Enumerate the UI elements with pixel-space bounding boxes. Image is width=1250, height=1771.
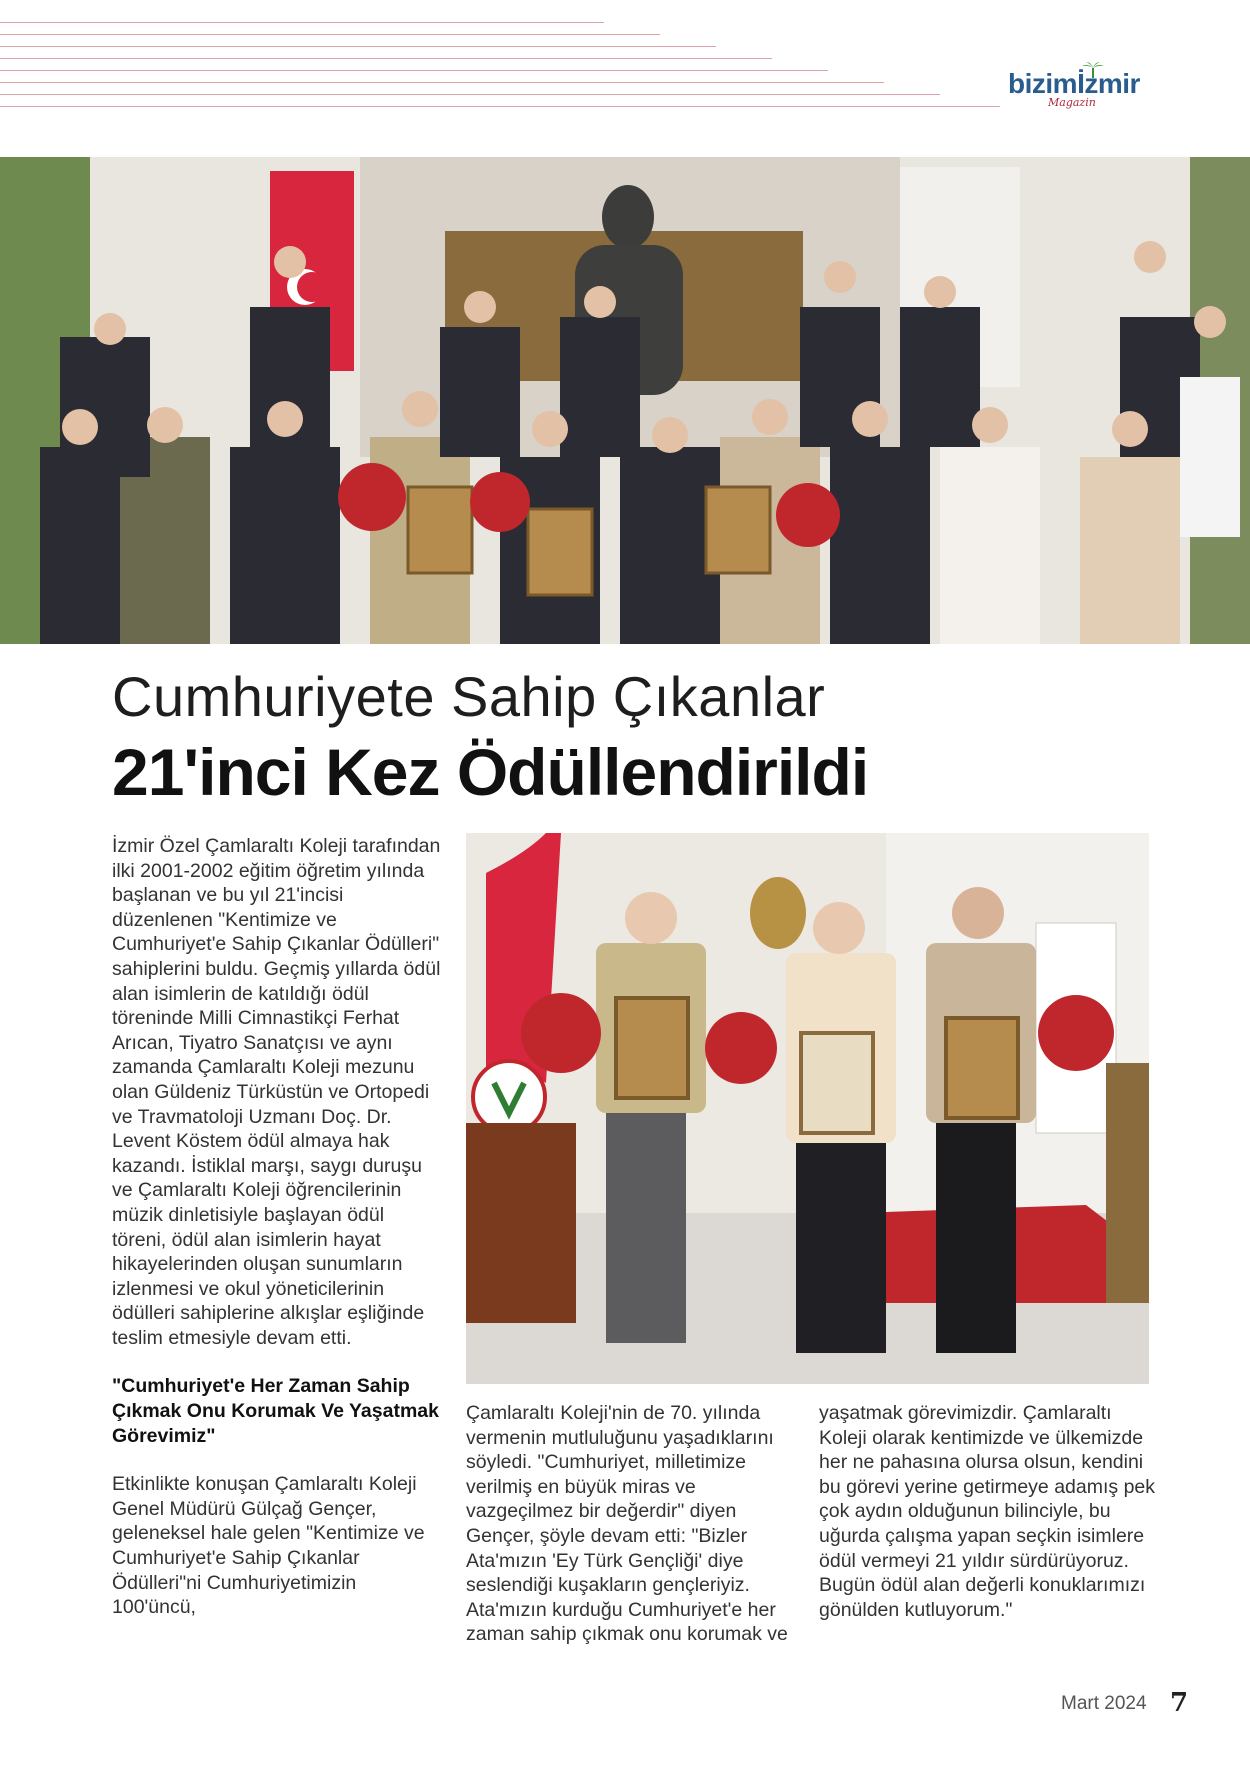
article-title-line2: 21'inci Kez Ödüllendirildi — [112, 735, 869, 809]
header-decoration-lines — [0, 22, 960, 112]
award-recipients-photo — [466, 833, 1149, 1384]
palm-tree-icon — [1082, 62, 1104, 78]
logo-wordmark: bizimİzmir — [1008, 68, 1140, 99]
magazine-logo — [1008, 62, 1148, 112]
article-column-1 — [112, 834, 442, 1620]
logo-subtitle: Magazin — [1048, 96, 1096, 109]
page-number: 7 — [1170, 1688, 1189, 1718]
article-column-2-text: Çamlaraltı Koleji'nin de 70. yılında vermenin mutluluğunu yaşadıklarını söyledi. "Cumhuriyet, milletimize verilmiş en büyük miras ve vazgeçilmez bir değerdir" diyen Gençer, şöyle devam etti: "Bizler Ata'mızın 'Ey Türk Gençliği' diye seslendiği kuşakların gençleriyiz. Ata'mızın kurduğu Cumhuriyet'e her zaman sahip çıkmak onu korumak ve — [466, 1402, 788, 1646]
article-intro: İzmir Özel Çamlaraltı Koleji tarafından ilki 2001-2002 eğitim öğretim yılında başlanan ve bu yıl 21'incisi düzenlenen "Kentimize ve Cumhuriyet'e Sahip Çıkanlar Ödülleri" sahiplerini buldu. Geçmiş yıllarda ödül alan isimlerin de katıldığı ödül töreninde Milli Cimnastikçi Ferhat Arıcan, Tiyatro Sanatçısı ve aynı zamanda Çamlaraltı Koleji mezunu olan Güldeniz Türküstün ve Ortopedi ve Travmatoloji Uzmanı Doç. Dr. Levent Köstem ödül almaya hak kazandı. İstiklal marşı, saygı duruşu ve Çamlaraltı Koleji öğrencilerinin müzik dinletisiyle başlayan ödül töreni, ödül alan isimlerin hayat hikayelerinden oluşan sunumların izlenmesi ve okul yöneticilerinin ödülleri sahiplerine alkışlar eşliğinde teslim etmesiyle devam etti. — [112, 835, 441, 1349]
article-paragraph-2: Etkinlikte konuşan Çamlaraltı Koleji Genel Müdürü Gülçağ Gençer, geleneksel hale gelen "Kentimize ve Cumhuriyet'e Sahip Çıkanlar Ödülleri"ni Cumhuriyetimizin 100'üncü, — [112, 1473, 425, 1619]
article-column-3 — [819, 1401, 1155, 1622]
article-subheading: "Cumhuriyet'e Her Zaman Sahip Çıkmak Onu Korumak Ve Yaşatmak Görevimiz" — [112, 1375, 439, 1447]
article-column-3-text: yaşatmak görevimizdir. Çamlaraltı Koleji olarak kentimizde ve ülkemizde her ne pahasına olursa olsun, kendini bu görevi yerine getirmeye adamış pek çok aydın olduğunun bilinciyle, bu uğurda çalışma yapan seçkin isimlere ödül vermeyi 21 yıldır sürdürüyoruz. Bugün ödül alan değerli konuklarımızı gönülden kutluyorum." — [819, 1402, 1156, 1621]
article-column-2 — [466, 1401, 802, 1647]
issue-date: Mart 2024 — [1061, 1693, 1147, 1714]
group-photo — [0, 157, 1250, 644]
article-title-line1: Cumhuriyete Sahip Çıkanlar — [112, 665, 826, 728]
